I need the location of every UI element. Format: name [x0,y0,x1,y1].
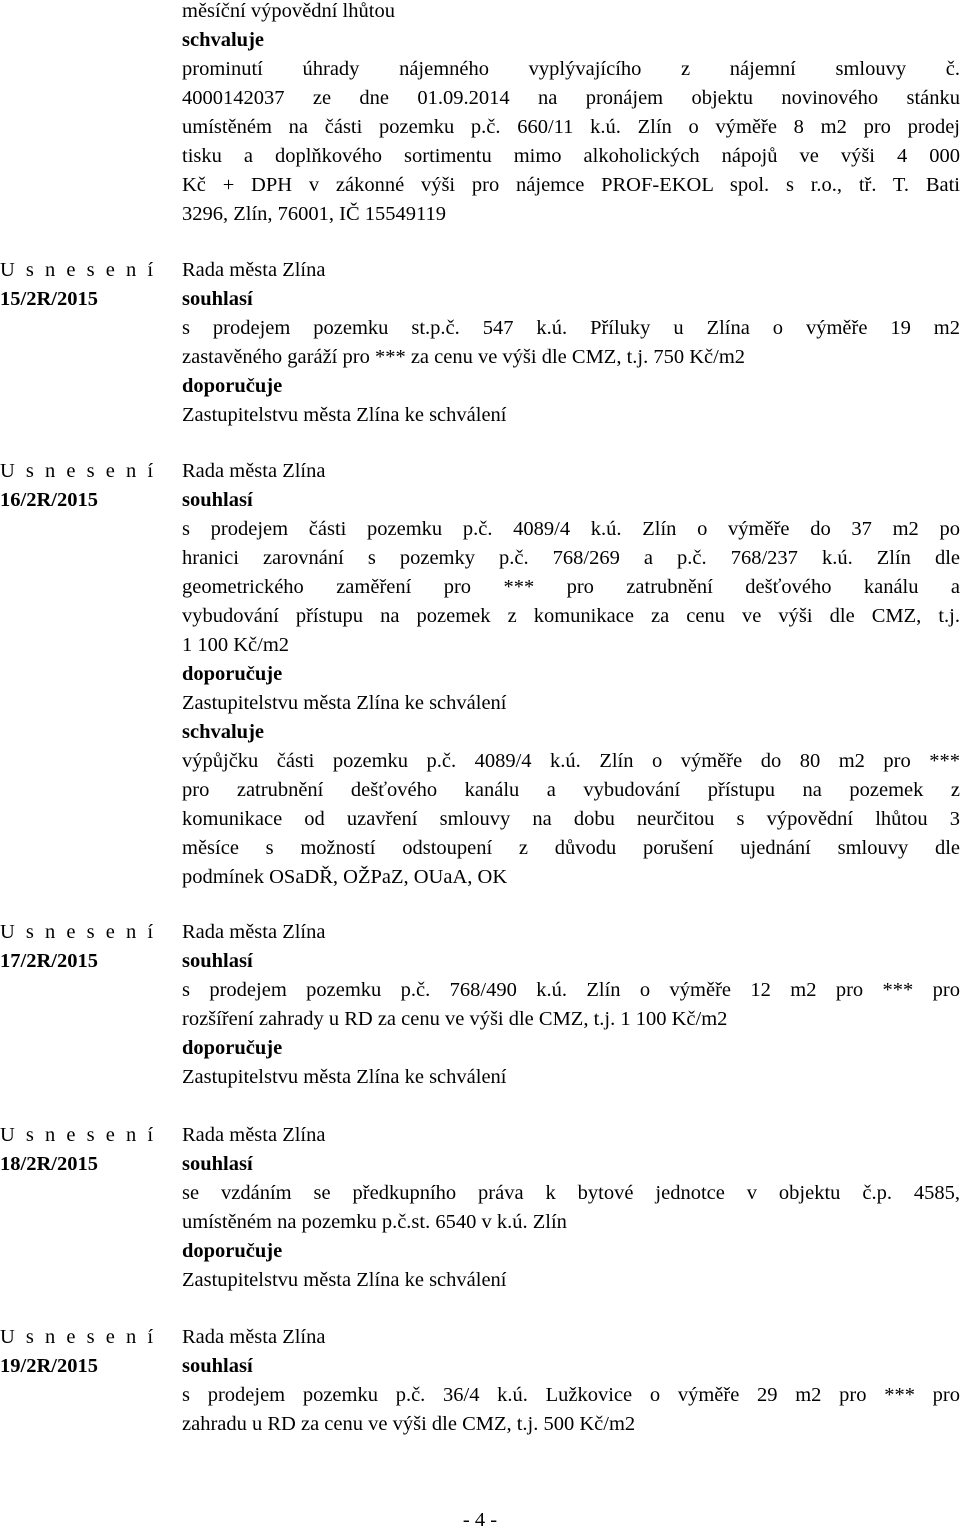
resolution-title: U s n e s e n í [0,921,157,943]
text-line: rozšíření zahrady u RD za cenu ve výši dle CMZ, t.j. 1 100 Kč/m2 [182,1008,728,1030]
resolution-label [0,457,180,515]
verb-heading: souhlasí [182,1153,253,1175]
text-line: se vzdáním se předkupního práva k bytové jednotce v objektu č.p. 4585, [182,1182,960,1204]
resolution-number: 17/2R/2015 [0,950,98,972]
text-line: vybudování přístupu na pozemek z komunikace za cenu ve výši dle CMZ, t.j. [182,605,960,627]
page-number: - 4 - [462,1509,498,1531]
text-line: umístěném na pozemku p.č.st. 6540 v k.ú. Zlín [182,1211,567,1233]
body-name: Rada města Zlína [182,460,326,482]
verb-heading: doporučuje [182,1037,283,1059]
resolution-text [182,918,960,1092]
resolution-number: 19/2R/2015 [0,1355,98,1377]
verb-heading: doporučuje [182,1240,283,1262]
text-line: prominutí úhrady nájemného vyplývajícího z nájemní smlouvy č. [182,58,960,80]
text-line: s prodejem pozemku p.č. 768/490 k.ú. Zlín o výměře 12 m2 pro *** pro [182,979,960,1001]
verb-heading: schvaluje [182,721,264,743]
verb-heading: souhlasí [182,288,253,310]
text-line: podmínek OSaDŘ, OŽPaZ, OUaA, OK [182,866,508,888]
text-line: Kč + DPH v zákonné výši pro nájemce PROF-EKOL spol. s r.o., tř. T. Bati [182,174,960,196]
resolution-number: 15/2R/2015 [0,288,98,310]
verb-heading: souhlasí [182,489,253,511]
text-line: komunikace od uzavření smlouvy na dobu neurčitou s výpovědní lhůtou 3 [182,808,960,830]
text-line: Zastupitelstvu města Zlína ke schválení [182,692,507,714]
resolution-number: 18/2R/2015 [0,1153,98,1175]
resolution-title: U s n e s e n í [0,1326,157,1348]
text-line: Zastupitelstvu města Zlína ke schválení [182,1269,507,1291]
resolution-text [182,256,960,430]
resolution-title: U s n e s e n í [0,1124,157,1146]
text-line: Zastupitelstvu města Zlína ke schválení [182,1066,507,1088]
text-line: měsíční výpovědní lhůtou [182,0,395,22]
text-line: Zastupitelstvu města Zlína ke schválení [182,404,507,426]
text-line: s prodejem pozemku p.č. 36/4 k.ú. Lužkovice o výměře 29 m2 pro *** pro [182,1384,960,1406]
text-line: pro zatrubnění dešťového kanálu a vybudování přístupu na pozemek z [182,779,960,801]
resolution-text [182,1121,960,1295]
resolution-title: U s n e s e n í [0,460,157,482]
text-line: měsíce s možností odstoupení z důvodu porušení ujednání smlouvy dle [182,837,960,859]
text-line: výpůjčku části pozemku p.č. 4089/4 k.ú. Zlín o výměře do 80 m2 pro *** [182,750,960,772]
verb-heading: souhlasí [182,950,253,972]
text-line: geometrického zaměření pro *** pro zatrubnění dešťového kanálu a [182,576,960,598]
body-name: Rada města Zlína [182,1124,326,1146]
text-line: hranici zarovnání s pozemky p.č. 768/269 a p.č. 768/237 k.ú. Zlín dle [182,547,960,569]
resolution-title: U s n e s e n í [0,259,157,281]
text-line: s prodejem pozemku st.p.č. 547 k.ú. Příluky u Zlína o výměře 19 m2 [182,317,960,339]
body-name: Rada města Zlína [182,921,326,943]
text-line: 3296, Zlín, 76001, IČ 15549119 [182,203,447,225]
body-name: Rada města Zlína [182,1326,326,1348]
resolution-number: 16/2R/2015 [0,489,98,511]
body-name: Rada města Zlína [182,259,326,281]
verb-heading: schvaluje [182,29,264,51]
text-line: s prodejem části pozemku p.č. 4089/4 k.ú. Zlín o výměře do 37 m2 po [182,518,960,540]
resolution-label [0,1121,180,1179]
text-line: 1 100 Kč/m2 [182,634,290,656]
text-line: 4000142037 ze dne 01.09.2014 na pronájem objektu novinového stánku [182,87,960,109]
resolution-text [182,457,960,892]
continuation-text [182,0,960,229]
resolution-text [182,1323,960,1439]
text-line: tisku a doplňkového sortimentu mimo alkoholických nápojů ve výši 4 000 [182,145,960,167]
resolution-label [0,918,180,976]
verb-heading: doporučuje [182,375,283,397]
resolution-label [0,1323,180,1381]
text-line: zastavěného garáží pro *** za cenu ve výši dle CMZ, t.j. 750 Kč/m2 [182,346,746,368]
verb-heading: souhlasí [182,1355,253,1377]
text-line: umístěném na části pozemku p.č. 660/11 k.ú. Zlín o výměře 8 m2 pro prodej [182,116,960,138]
text-line: zahradu u RD za cenu ve výši dle CMZ, t.j. 500 Kč/m2 [182,1413,636,1435]
resolution-label [0,256,180,314]
verb-heading: doporučuje [182,663,283,685]
